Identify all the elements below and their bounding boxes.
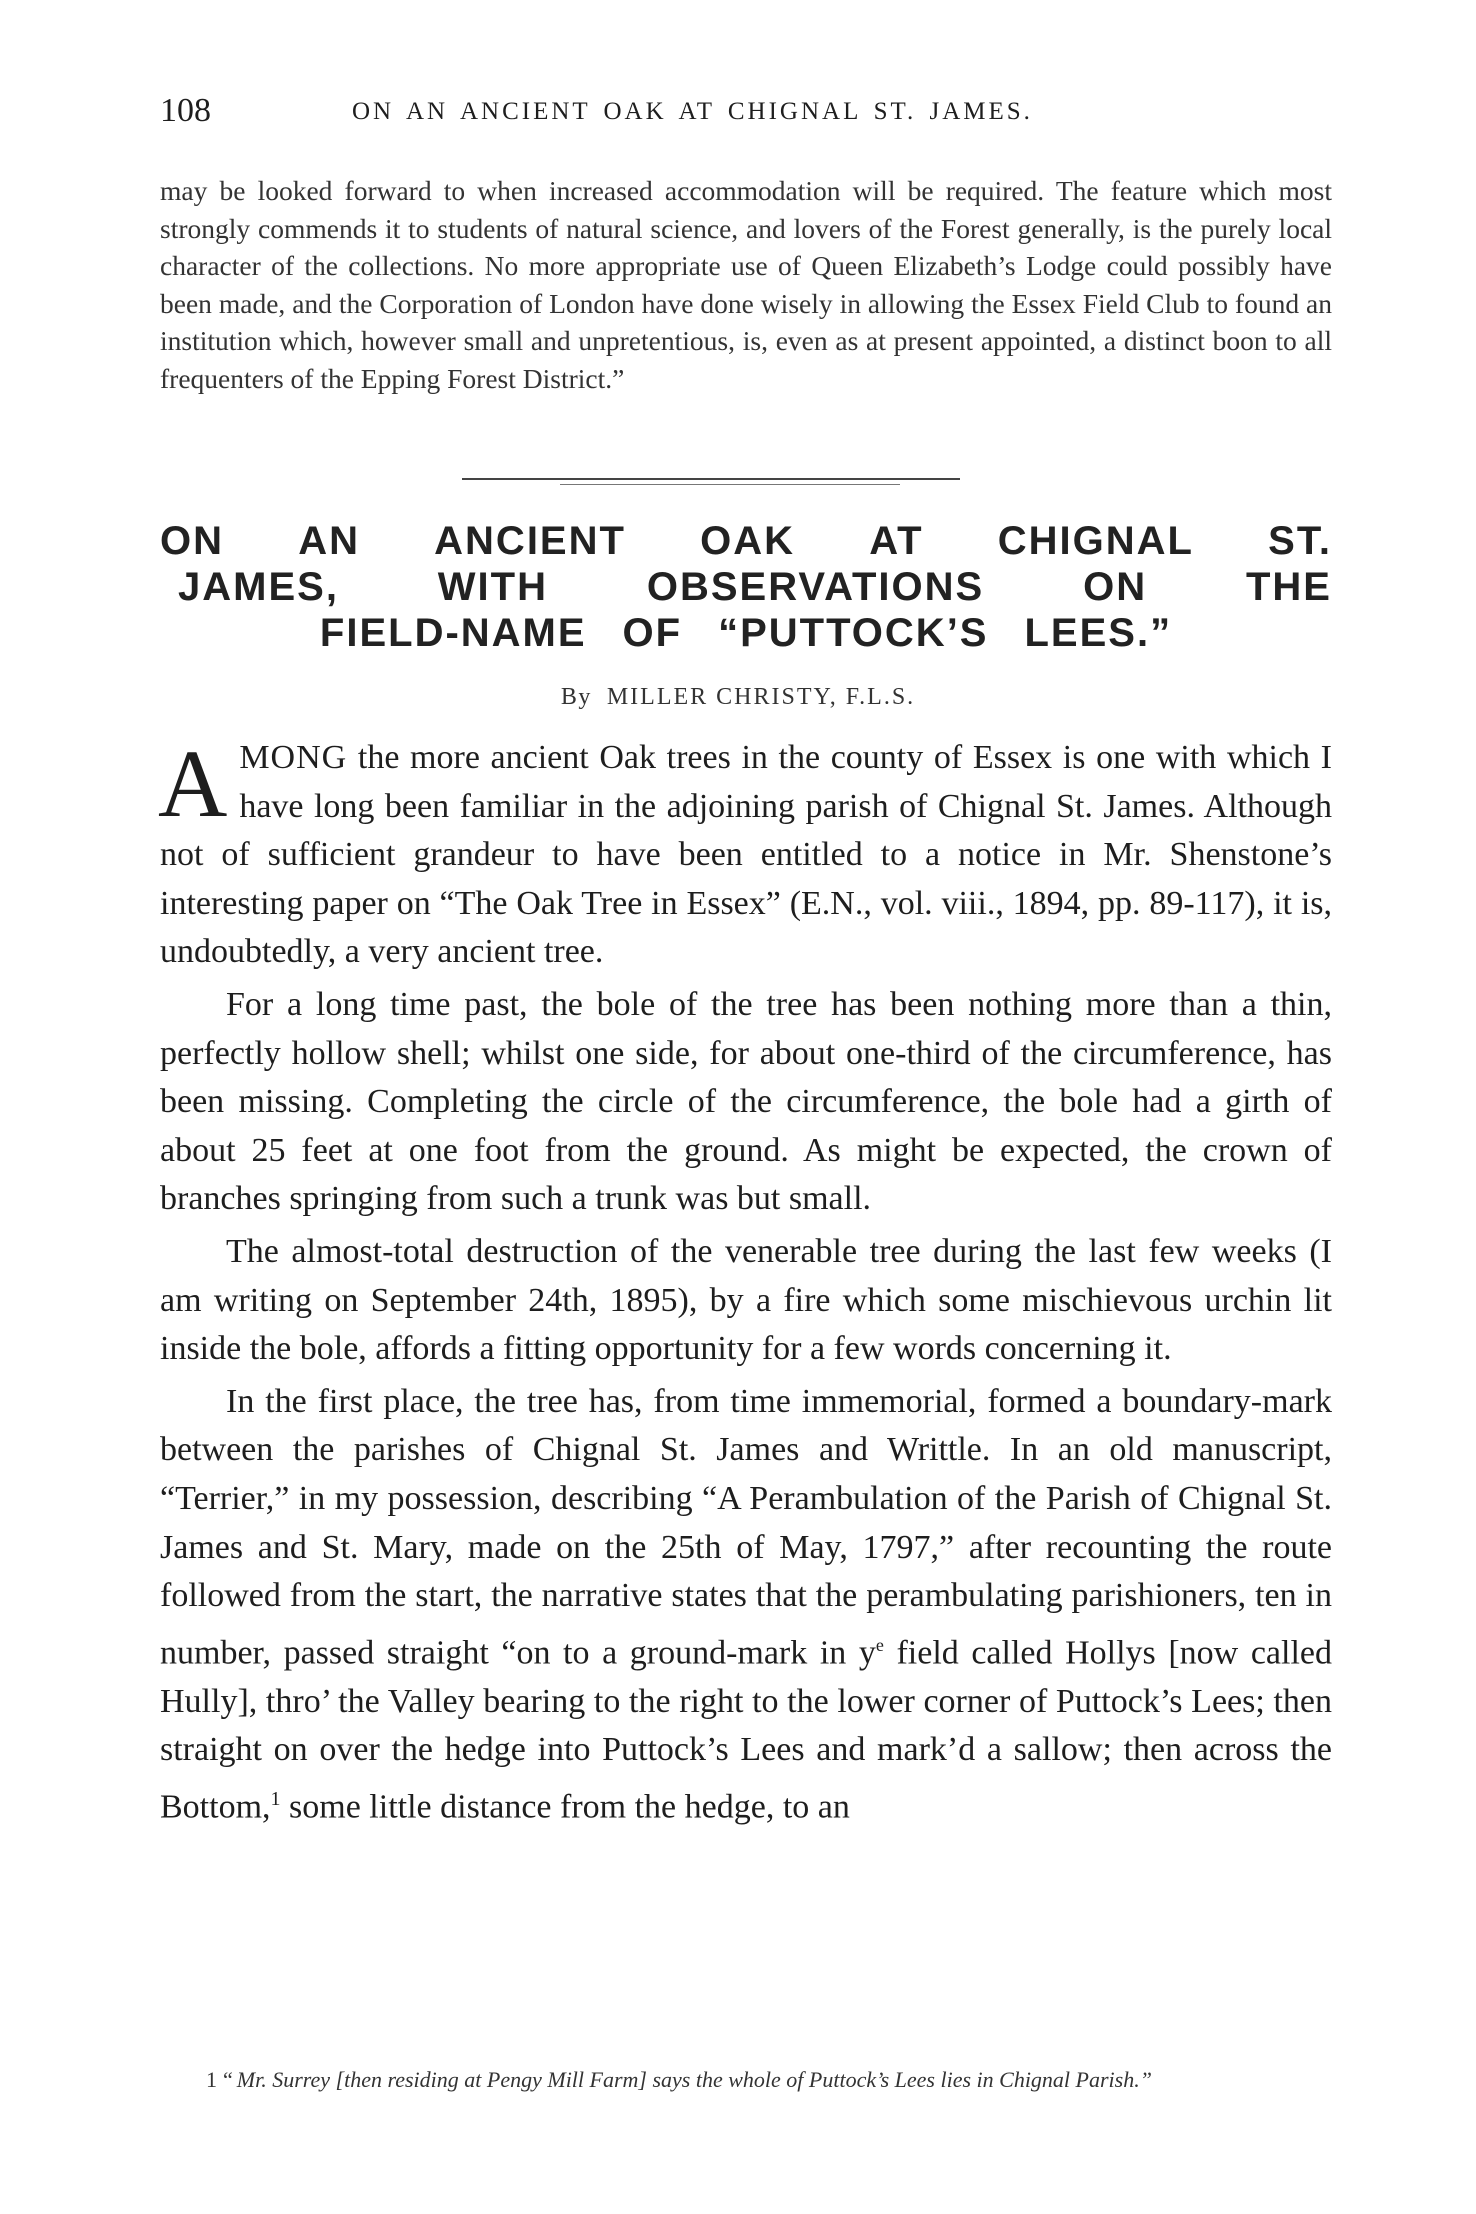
title-line-1 [160, 518, 1332, 564]
byline [0, 684, 1476, 711]
paragraph-1-text: the more ancient Oak trees in the county of Essex is one with which I have long been familiar in the adjoining parish of Chignal St. James. Although not of sufficient grandeur to have been entitled to a notice in Mr. Shenstone’s interesting paper on “The Oak Tree in Essex” (E.N., vol. viii., 1894, pp. 89-117), it is, undoubtedly, a very ancient tree. [160, 739, 1332, 971]
intro-paragraph: may be looked forward to when increased accommodation will be required. The feature which most strongly commends it to students of natural science, and lovers of the Forest generally, is the purely local character of the collections. No more appropriate use of Queen Elizabeth’s Lodge could possibly have been made, and the Corporation of London have done wisely in allowing the Essex Field Club to found an institution which, however small and unpretentious, is, even as at present appointed, a distinct boon to all frequenters of the Epping Forest District.” [160, 175, 1332, 394]
superscript-e: e [875, 1634, 884, 1655]
footnote-open-quote: “ [223, 2067, 233, 2092]
title-word: ON [1083, 565, 1148, 609]
title-word: FIELD-NAME [319, 611, 587, 655]
paragraph-4-text: In the first place, the tree has, from time immemorial, formed a boundary-mark between the parishes of Chignal St. James and Writtle. In an old manuscript, “Terrier,” in my possession, describing “A Perambulation of the Parish of Chignal St. James and St. Mary, made on the 25th of May, 1797,” after recounting the route followed from the start, the narrative states that the perambulating parishioners, ten in number, passed straight “on to a ground-mark in y [160, 1382, 1332, 1672]
title-word: LEES.” [1024, 611, 1173, 655]
title-word: AT [869, 519, 924, 563]
title-line-2 [160, 564, 1332, 610]
previous-article-ending [160, 172, 1332, 397]
paragraph-1 [158, 730, 1332, 977]
section-divider-inner [560, 484, 900, 485]
title-word: OAK [700, 519, 796, 563]
title-word: JAMES, [178, 565, 339, 609]
running-title: ON AN ANCIENT OAK AT CHIGNAL ST. JAMES. [352, 98, 1033, 125]
title-word: THE [1245, 565, 1332, 609]
paragraph-4-text: field called Hollys [now called Hully], thro’ the Valley bearing to the right to the lower corner of Puttock’s Lees; then straight on over the hedge into Puttock’s Lees and mark’d a sallow; then across the Bottom, [160, 1634, 1332, 1826]
byline-prefix: By [560, 684, 592, 710]
page-number: 108 [160, 92, 211, 129]
lead-word: MONG [239, 739, 348, 776]
footnote-number: 1 [206, 2067, 217, 2092]
title-word: OBSERVATIONS [646, 565, 985, 609]
paragraph-4 [160, 1378, 1332, 1832]
title-word: OF [622, 611, 683, 655]
footnote [160, 2066, 1332, 2093]
title-line-3 [160, 610, 1332, 656]
author-name: MILLER CHRISTY, F.L.S. [606, 684, 916, 710]
title-word: AN [298, 519, 360, 563]
title-word: ANCIENT [434, 519, 626, 563]
drop-cap: A [158, 730, 228, 837]
title-word: ST. [1268, 519, 1332, 563]
footnote-reference: 1 [270, 1787, 281, 1810]
article-title [160, 518, 1332, 656]
title-word: “PUTTOCK’S [718, 611, 989, 655]
paragraph-3: The almost-total destruction of the venerable tree during the last few weeks (I am writing on September 24th, 1895), by a fire which some mischievous urchin lit inside the bole, affords a fitting opportunity for a few words concerning it. [160, 1232, 1332, 1368]
paragraph-2: For a long time past, the bole of the tree has been nothing more than a thin, perfectly hollow shell; whilst one side, for about one-third of the circumference, has been missing. Completing the circle of the circumference, the bole had a girth of about 25 feet at one foot from the ground. As might be expected, the crown of branches springing from such a trunk was but small. [160, 985, 1332, 1218]
title-word: CHIGNAL [997, 519, 1194, 563]
section-divider [462, 478, 960, 480]
footnote-text: Mr. Surrey [then residing at Pengy Mill Farm] says the whole of Puttock’s Lees lies in Chignal Parish.” [236, 2067, 1152, 2092]
article-body [158, 730, 1332, 1836]
running-head [160, 92, 1340, 132]
title-word: WITH [437, 565, 548, 609]
title-word: ON [160, 519, 224, 563]
paragraph-4-text: some little distance from the hedge, to an [280, 1788, 850, 1826]
